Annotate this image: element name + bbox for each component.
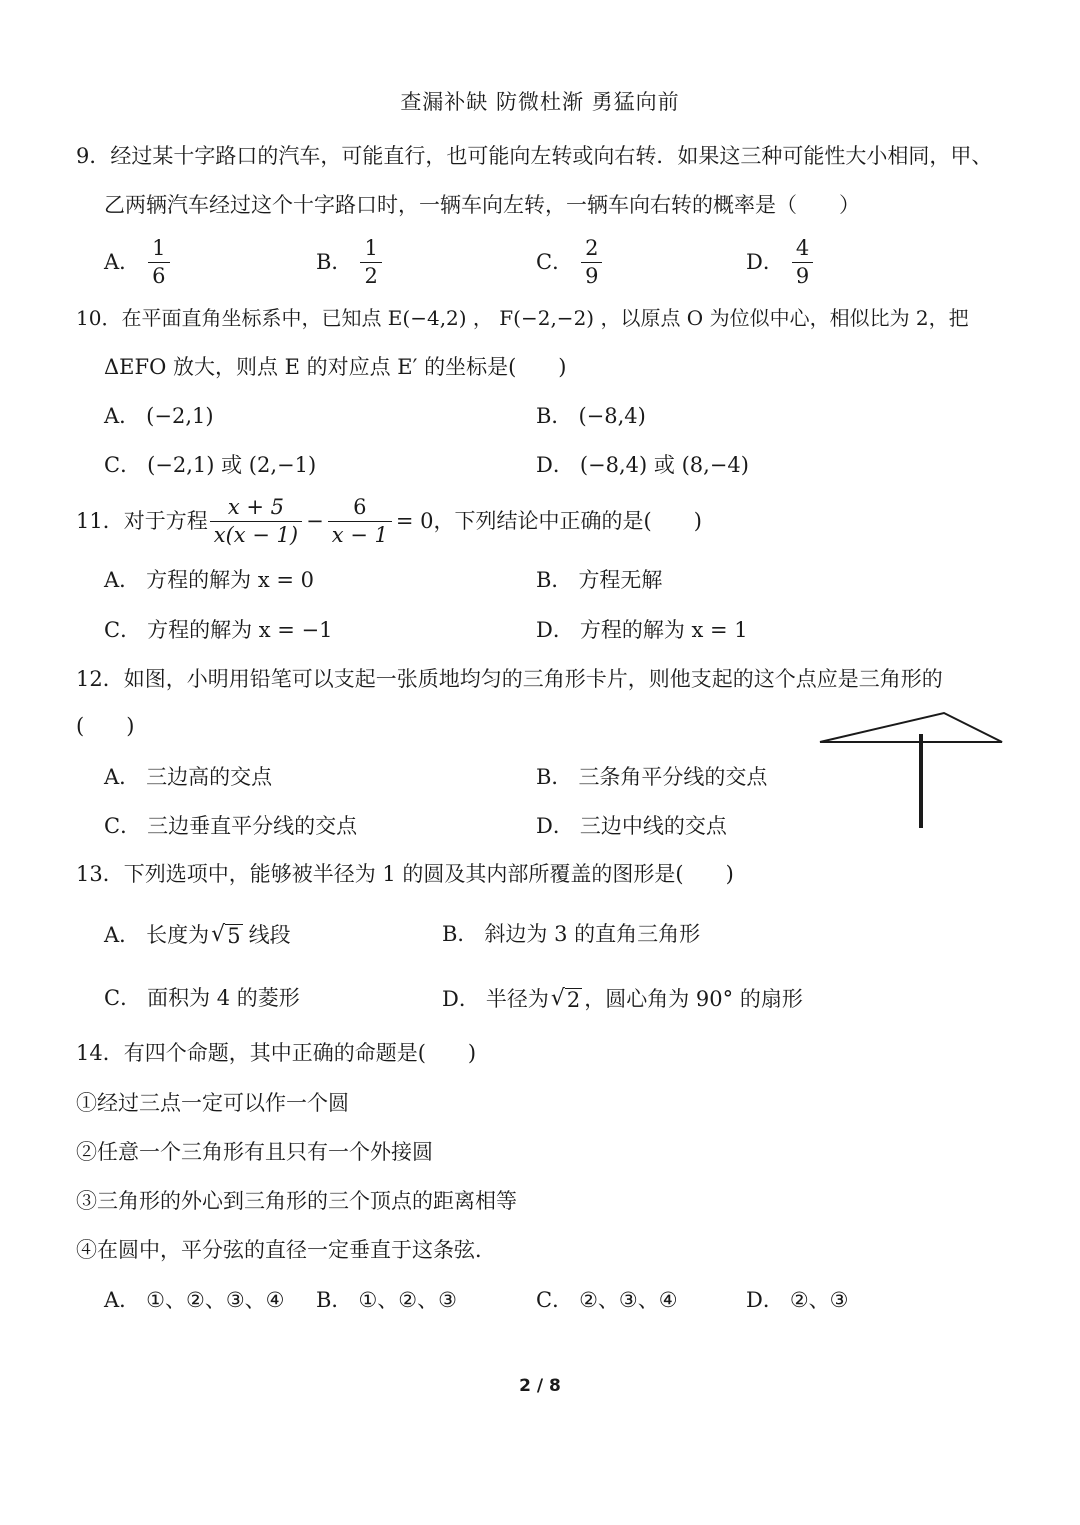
q11-option-c bbox=[104, 620, 333, 641]
denominator: 6 bbox=[148, 262, 169, 287]
option-text: ②、③、④ bbox=[579, 1288, 678, 1312]
triangle-card bbox=[820, 713, 1002, 742]
fraction bbox=[210, 497, 302, 546]
option-text: 方程的解为 x = −1 bbox=[147, 618, 333, 642]
option-label: D． bbox=[536, 618, 574, 642]
option-label: B． bbox=[442, 922, 479, 946]
denominator: x − 1 bbox=[328, 521, 392, 546]
option-text: (−8,4) 或 (8,−4) bbox=[579, 453, 749, 477]
option-label: C． bbox=[104, 814, 142, 838]
q14-proposition-3: ③三角形的外心到三角形的三个顶点的距离相等 bbox=[76, 1189, 517, 1213]
q13-line1: 13．下列选项中，能够被半径为 1 的圆及其内部所覆盖的图形是( ) bbox=[76, 862, 734, 886]
option-text: 面积为 4 的菱形 bbox=[147, 986, 300, 1010]
radical-sign-icon: √ bbox=[211, 922, 226, 947]
q11-option-d bbox=[536, 620, 748, 641]
option-text: 方程无解 bbox=[578, 568, 663, 592]
denominator: x(x − 1) bbox=[210, 521, 302, 546]
q12-option-c bbox=[104, 816, 357, 837]
minus-sign: − bbox=[306, 509, 324, 533]
q13-option-a bbox=[104, 924, 291, 947]
option-text: 三边垂直平分线的交点 bbox=[147, 814, 358, 838]
option-label: B． bbox=[536, 765, 573, 789]
option-label: C． bbox=[536, 1288, 574, 1312]
option-label: D． bbox=[442, 987, 480, 1012]
q13-option-c bbox=[104, 988, 300, 1009]
option-label: C． bbox=[104, 986, 142, 1010]
option-label: C． bbox=[104, 618, 142, 642]
option-text: (−8,4) bbox=[578, 404, 646, 428]
option-label: A． bbox=[104, 923, 141, 948]
q11-option-a bbox=[104, 570, 314, 591]
numerator: 6 bbox=[353, 495, 367, 519]
option-text: 长度为 bbox=[146, 923, 210, 948]
denominator: 9 bbox=[581, 262, 602, 287]
option-label: A． bbox=[104, 250, 141, 274]
q13-option-d bbox=[442, 988, 803, 1011]
option-label: B． bbox=[536, 404, 573, 428]
option-text: ①、②、③、④ bbox=[146, 1288, 285, 1312]
option-text: 方程的解为 x = 1 bbox=[579, 618, 748, 642]
q10-line2: ΔEFO 放大，则点 E 的对应点 E′ 的坐标是( ) bbox=[104, 355, 567, 379]
q10-option-d bbox=[536, 455, 749, 476]
option-label: C． bbox=[104, 453, 142, 477]
fraction bbox=[328, 497, 392, 546]
option-label: D． bbox=[536, 814, 574, 838]
q11-option-b bbox=[536, 570, 662, 591]
option-text: ②、③ bbox=[789, 1288, 849, 1312]
q12-line2: ( ) bbox=[76, 714, 135, 738]
q10-line1: 10．在平面直角坐标系中，已知点 E(−4,2) ， F(−2,−2) ，以原点 O 为位似中心，相似比为 2，把 bbox=[76, 306, 969, 330]
q9-line2: 乙两辆汽车经过这个十字路口时，一辆车向左转，一辆车向右转的概率是（ ） bbox=[104, 193, 860, 217]
fraction bbox=[792, 238, 813, 287]
denominator: 2 bbox=[360, 262, 381, 287]
radicand: 5 bbox=[227, 924, 241, 948]
page-number: 2 / 8 bbox=[519, 1376, 561, 1396]
q11-stem bbox=[76, 497, 702, 546]
numerator: 2 bbox=[585, 236, 599, 260]
q13-option-b bbox=[442, 924, 700, 945]
option-text: (−2,1) 或 (2,−1) bbox=[147, 453, 317, 477]
numerator: 4 bbox=[795, 236, 810, 260]
q10-option-b bbox=[536, 406, 646, 427]
q12-line1: 12．如图，小明用铅笔可以支起一张质地均匀的三角形卡片，则他支起的这个点应是三角形的 bbox=[76, 667, 943, 691]
q10-option-c bbox=[104, 455, 316, 476]
radicand: 2 bbox=[566, 988, 581, 1012]
q10-option-a bbox=[104, 406, 214, 427]
option-label: B． bbox=[316, 250, 353, 274]
q12-option-b bbox=[536, 767, 767, 788]
q9-option-a bbox=[104, 238, 172, 287]
option-text: 三条角平分线的交点 bbox=[578, 765, 768, 789]
q14-option-d bbox=[746, 1290, 849, 1311]
option-text: 三边高的交点 bbox=[146, 765, 273, 789]
option-text: 三边中线的交点 bbox=[579, 814, 727, 838]
q14-proposition-1: ①经过三点一定可以作一个圆 bbox=[76, 1091, 349, 1115]
option-label: A． bbox=[104, 1288, 141, 1312]
equals-zero: = 0 bbox=[395, 509, 434, 533]
triangle-card-on-pencil-figure bbox=[812, 705, 1012, 835]
page-header: 查漏补缺 防微杜渐 勇猛向前 bbox=[400, 90, 680, 114]
square-root bbox=[551, 988, 582, 1011]
q14-line1: 14．有四个命题，其中正确的命题是( ) bbox=[76, 1041, 477, 1065]
q14-option-c bbox=[536, 1290, 678, 1311]
option-label: A． bbox=[104, 568, 141, 592]
option-text: 线段 bbox=[248, 923, 291, 948]
denominator: 9 bbox=[792, 262, 813, 287]
q11-prefix: 11．对于方程 bbox=[76, 509, 208, 533]
q9-option-c bbox=[536, 238, 604, 287]
radical-sign-icon: √ bbox=[550, 986, 565, 1011]
q14-proposition-4: ④在圆中，平分弦的直径一定垂直于这条弦． bbox=[76, 1238, 496, 1262]
option-text: 半径为 bbox=[485, 987, 549, 1012]
option-label: D． bbox=[746, 1288, 784, 1312]
option-label: D． bbox=[536, 453, 574, 477]
option-text: 斜边为 3 的直角三角形 bbox=[484, 922, 701, 946]
q12-option-a bbox=[104, 767, 272, 788]
option-label: B． bbox=[536, 568, 573, 592]
numerator: 1 bbox=[152, 236, 166, 260]
fraction bbox=[581, 238, 602, 287]
option-text: 方程的解为 x = 0 bbox=[146, 568, 314, 592]
square-root bbox=[211, 924, 242, 947]
q9-line1: 9．经过某十字路口的汽车，可能直行，也可能向左转或向右转．如果这三种可能性大小相同，甲、 bbox=[76, 144, 993, 168]
option-text: (−2,1) bbox=[146, 404, 214, 428]
q9-option-b bbox=[316, 238, 384, 287]
fraction bbox=[360, 238, 381, 287]
option-text: ①、②、③ bbox=[358, 1288, 457, 1312]
fraction bbox=[148, 238, 169, 287]
option-text: ，圆心角为 90° 的扇形 bbox=[584, 987, 803, 1012]
option-label: B． bbox=[316, 1288, 353, 1312]
q12-option-d bbox=[536, 816, 727, 837]
option-label: A． bbox=[104, 404, 141, 428]
numerator: 1 bbox=[364, 236, 378, 260]
q14-option-b bbox=[316, 1290, 457, 1311]
q9-option-d bbox=[746, 238, 815, 287]
option-label: A． bbox=[104, 765, 141, 789]
q11-suffix: ，下列结论中正确的是( ) bbox=[433, 509, 702, 533]
q14-option-a bbox=[104, 1290, 284, 1311]
numerator: x + 5 bbox=[227, 495, 284, 519]
q14-proposition-2: ②任意一个三角形有且只有一个外接圆 bbox=[76, 1140, 433, 1164]
option-label: D． bbox=[746, 250, 784, 274]
option-label: C． bbox=[536, 250, 574, 274]
